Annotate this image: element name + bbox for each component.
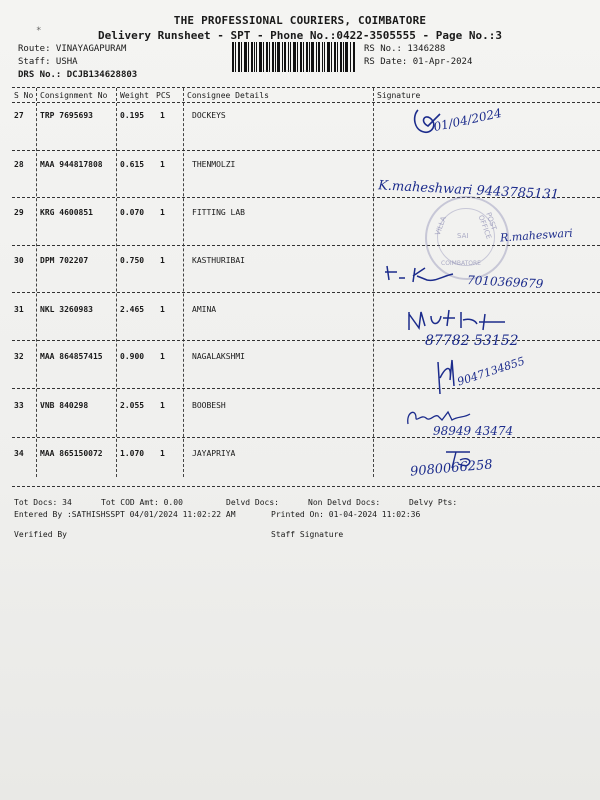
printed-on: Printed On: 01-04-2024 11:02:36 bbox=[271, 510, 421, 519]
signature-name-phone: K.maheshwari 9443785131 bbox=[377, 178, 560, 203]
company-title: THE PROFESSIONAL COURIERS, COIMBATORE bbox=[173, 14, 427, 27]
table-top-rule bbox=[12, 87, 600, 88]
row-weight: 0.195 bbox=[120, 111, 145, 120]
row-consignee: FITTING LAB bbox=[192, 208, 245, 217]
signature-phone: 98949 43474 bbox=[433, 424, 514, 438]
total-cod-amount: Tot COD Amt: 0.00 bbox=[101, 498, 183, 507]
row-weight: 2.055 bbox=[120, 401, 145, 410]
row-weight: 2.465 bbox=[120, 305, 145, 314]
column-divider bbox=[373, 88, 374, 477]
row-sno: 29 bbox=[14, 208, 24, 217]
row-pcs: 1 bbox=[160, 208, 165, 217]
signature-phone: 87782 53152 bbox=[425, 333, 519, 349]
row-weight: 0.070 bbox=[120, 208, 145, 217]
runsheet-subtitle: Delivery Runsheet - SPT - Phone No.:0422-3505555 - Page No.:3 bbox=[98, 29, 502, 42]
row-weight: 0.900 bbox=[120, 352, 145, 361]
rs-number: RS No.: 1346288 bbox=[364, 44, 446, 54]
row-consignee: KASTHURIBAI bbox=[192, 256, 245, 265]
row-pcs: 1 bbox=[160, 449, 165, 458]
row-consignee: AMINA bbox=[192, 305, 217, 314]
signature-phone: 9047134855 bbox=[455, 354, 527, 389]
signature-phone: 9080066258 bbox=[409, 457, 494, 480]
row-divider bbox=[12, 150, 600, 151]
header-bottom-rule bbox=[12, 102, 600, 103]
route-label: Route: VINAYAGAPURAM bbox=[18, 44, 127, 54]
column-divider bbox=[116, 88, 117, 477]
drs-number: DRS No.: DCJB134628803 bbox=[18, 70, 138, 80]
row-consignee: THENMOLZI bbox=[192, 160, 236, 169]
handwritten-signature bbox=[383, 262, 463, 284]
row-divider bbox=[12, 388, 600, 389]
verified-by: Verified By bbox=[14, 530, 67, 539]
column-divider bbox=[183, 88, 184, 477]
row-consignee: NAGALAKSHMI bbox=[192, 352, 245, 361]
row-weight: 0.750 bbox=[120, 256, 145, 265]
delivery-points: Delvy Pts: bbox=[409, 498, 458, 507]
column-header-sno: S No bbox=[14, 91, 34, 100]
row-sno: 33 bbox=[14, 401, 24, 410]
row-pcs: 1 bbox=[160, 401, 165, 410]
column-header-consignment: Consignment No bbox=[40, 91, 108, 100]
column-header-signature: Signature bbox=[377, 91, 421, 100]
row-sno: 34 bbox=[14, 449, 24, 458]
row-sno: 32 bbox=[14, 352, 24, 361]
stamp-text: POST OFFICE bbox=[476, 211, 499, 241]
row-consignment: KRG 4600851 bbox=[40, 208, 93, 217]
row-sno: 28 bbox=[14, 160, 24, 169]
column-header-weight: Weight bbox=[120, 91, 149, 100]
column-header-pcs: PCS bbox=[156, 91, 171, 100]
row-pcs: 1 bbox=[160, 256, 165, 265]
row-consignment: DPM 702207 bbox=[40, 256, 89, 265]
entered-by: Entered By :SATHISHSSPT 04/01/2024 11:02:22 AM bbox=[14, 510, 236, 519]
row-divider bbox=[12, 292, 600, 293]
stamp-text: SAI bbox=[457, 232, 469, 240]
delivered-docs: Delvd Docs: bbox=[226, 498, 279, 507]
stamp-text: COIMBATORE bbox=[441, 260, 481, 267]
corner-mark: * bbox=[36, 26, 42, 36]
row-consignment: MAA 864857415 bbox=[40, 352, 103, 361]
staff-signature-label: Staff Signature bbox=[271, 530, 344, 539]
row-pcs: 1 bbox=[160, 160, 165, 169]
handwritten-signature bbox=[405, 308, 515, 334]
total-docs: Tot Docs: 34 bbox=[14, 498, 72, 507]
column-header-consignee: Consignee Details bbox=[187, 91, 269, 100]
rs-date: RS Date: 01-Apr-2024 bbox=[364, 57, 473, 67]
row-pcs: 1 bbox=[160, 305, 165, 314]
row-consignment: VNB 840298 bbox=[40, 401, 89, 410]
signature-phone: 7010369679 bbox=[466, 273, 544, 291]
signature-date: 01/04/2024 bbox=[432, 105, 503, 135]
row-consignment: TRP 7695693 bbox=[40, 111, 93, 120]
row-consignment: MAA 865150072 bbox=[40, 449, 103, 458]
column-divider bbox=[36, 88, 37, 477]
row-sno: 31 bbox=[14, 305, 24, 314]
row-consignee: JAYAPRIYA bbox=[192, 449, 236, 458]
row-sno: 27 bbox=[14, 111, 24, 120]
row-weight: 0.615 bbox=[120, 160, 145, 169]
row-consignee: BOOBESH bbox=[192, 401, 226, 410]
row-pcs: 1 bbox=[160, 352, 165, 361]
barcode-image bbox=[232, 42, 356, 72]
table-bottom-rule bbox=[12, 486, 600, 487]
staff-label: Staff: USHA bbox=[18, 57, 78, 67]
signature-name: R.maheswari bbox=[499, 226, 574, 245]
row-consignee: DOCKEYS bbox=[192, 111, 226, 120]
row-pcs: 1 bbox=[160, 111, 165, 120]
row-divider bbox=[12, 245, 600, 246]
row-consignment: MAA 944817808 bbox=[40, 160, 103, 169]
non-delivered-docs: Non Delvd Docs: bbox=[308, 498, 381, 507]
row-consignment: NKL 3260983 bbox=[40, 305, 93, 314]
row-sno: 30 bbox=[14, 256, 24, 265]
stamp-text: VILLA bbox=[433, 215, 448, 237]
row-weight: 1.070 bbox=[120, 449, 145, 458]
